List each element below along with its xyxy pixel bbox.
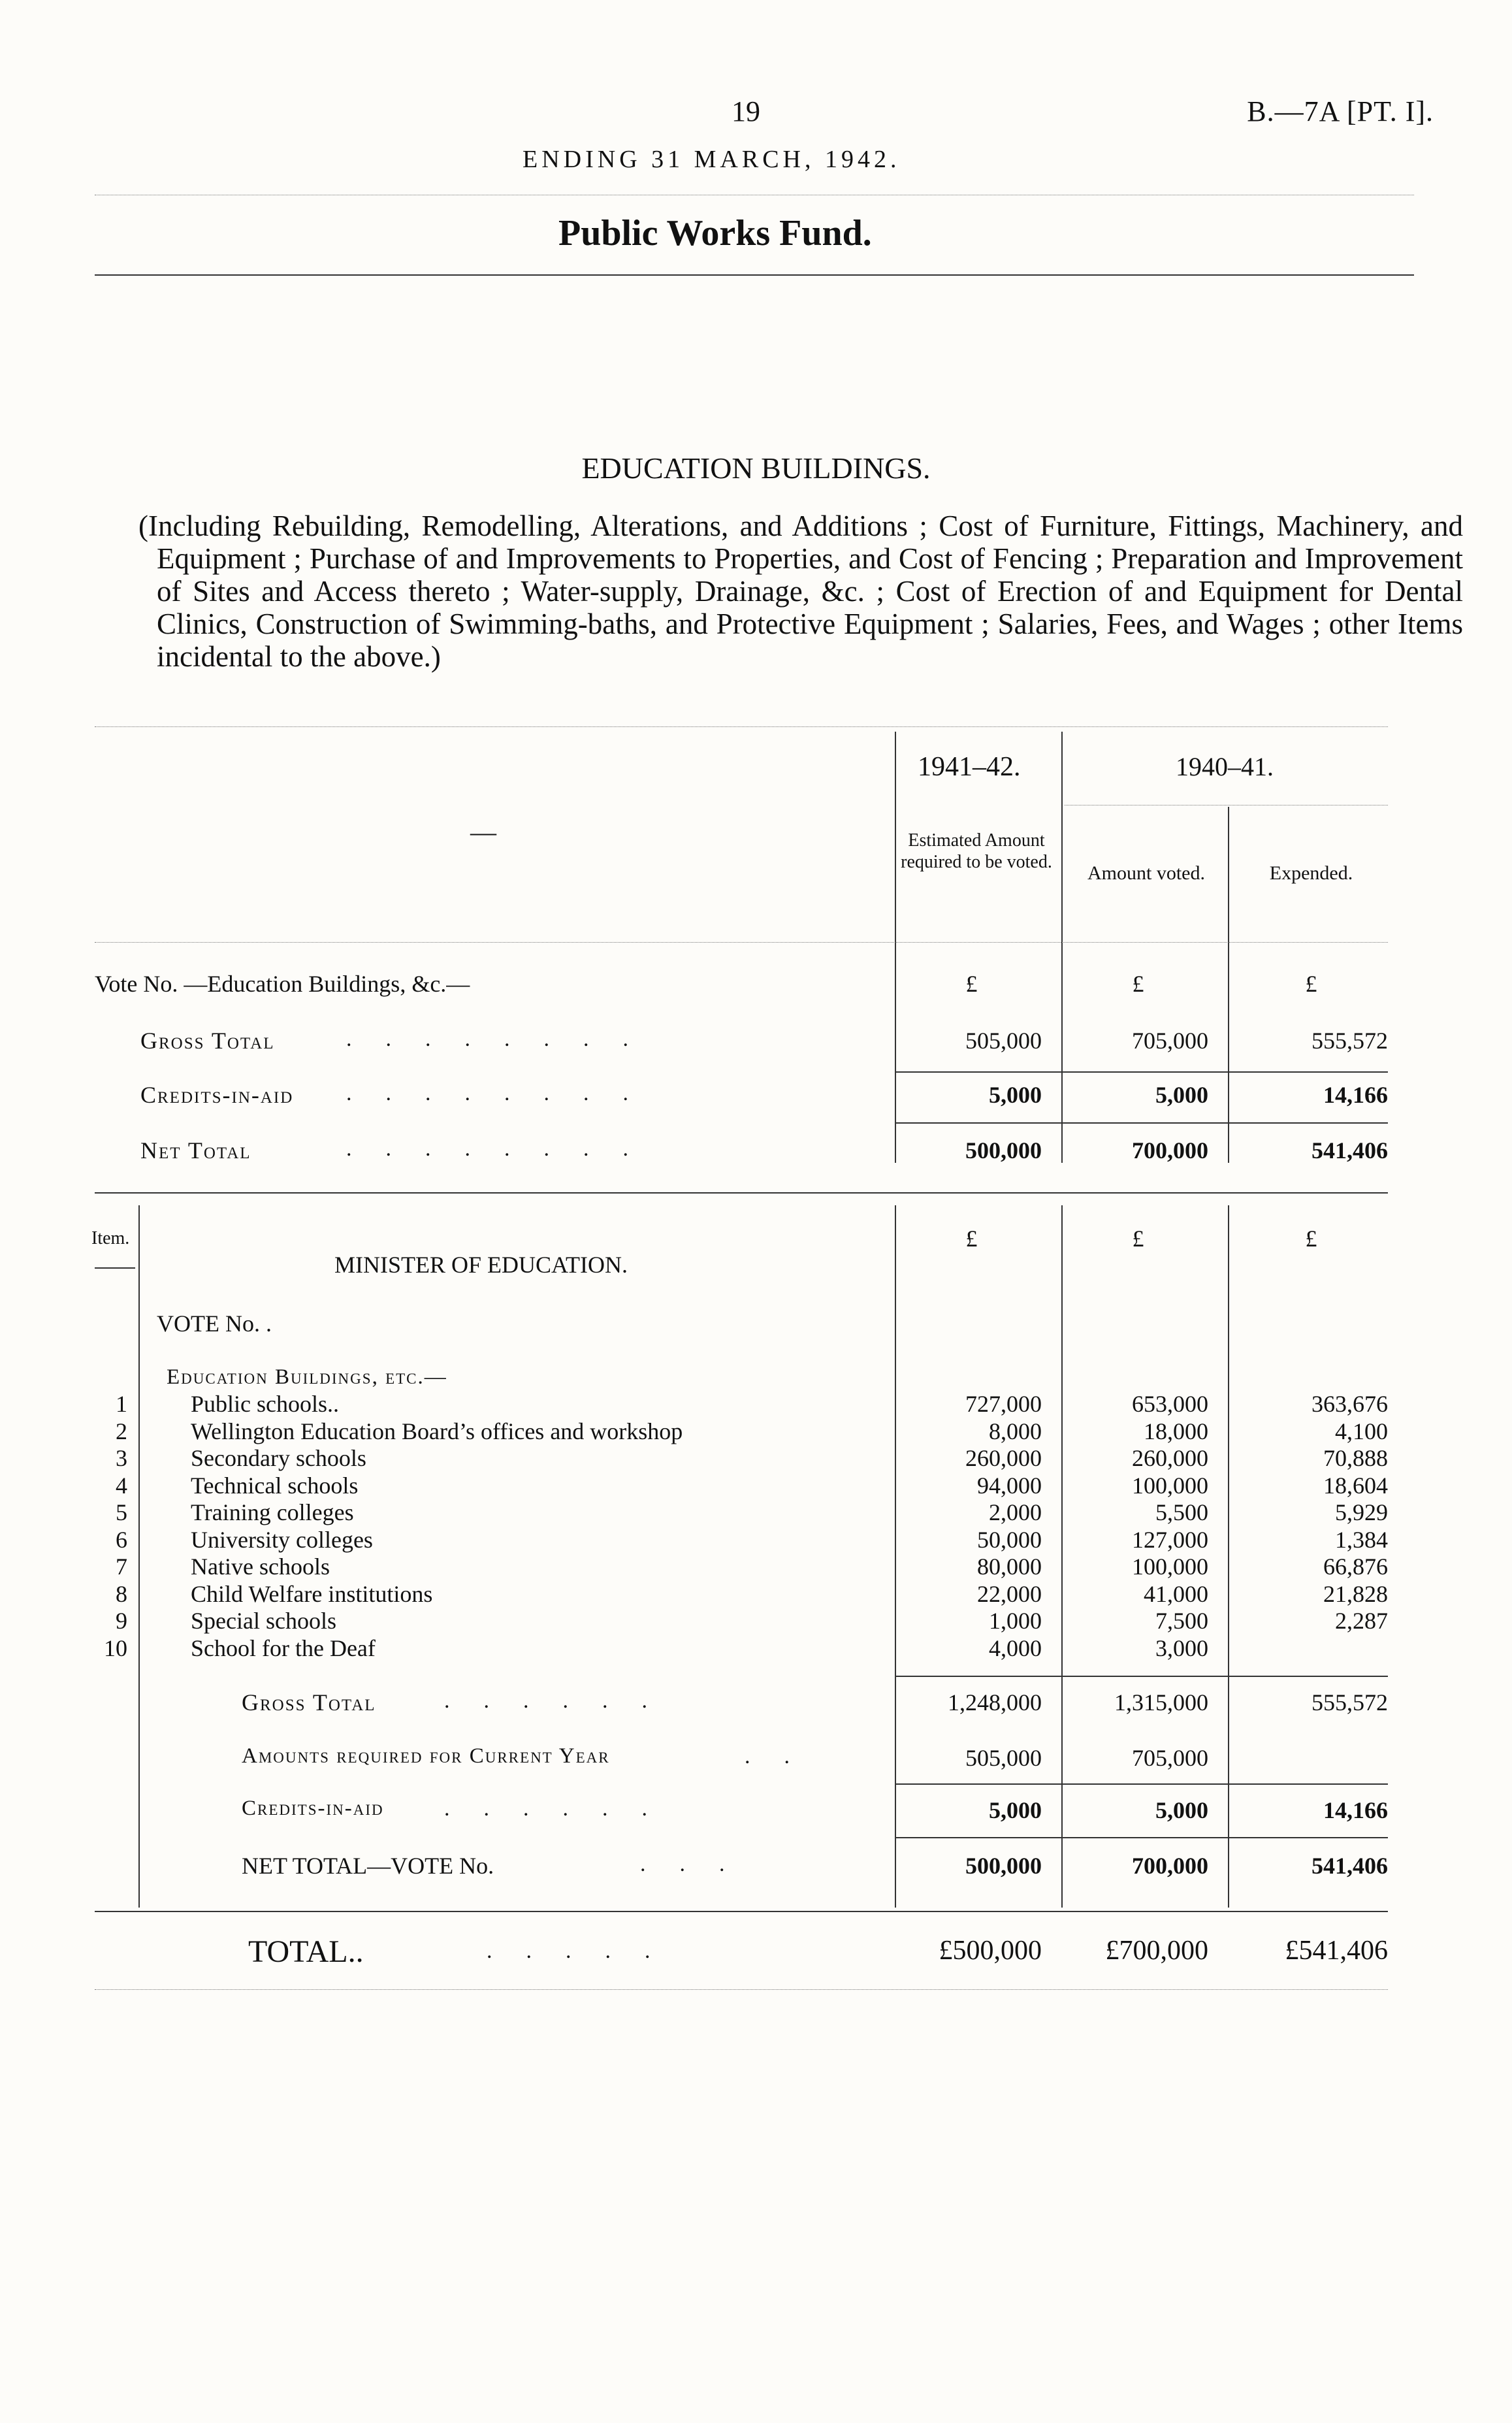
detail-col-divider-3 — [1228, 1205, 1229, 1908]
summary-net-rule — [895, 1122, 1388, 1124]
detail-net-1941: 500,000 — [965, 1853, 1042, 1879]
item-voted: 3,000 — [1155, 1635, 1208, 1661]
item-name: University colleges — [191, 1527, 373, 1553]
item-number: 2 — [116, 1418, 127, 1444]
leader-dots: ........ — [346, 1137, 662, 1161]
item-expended: 363,676 — [1311, 1391, 1388, 1417]
detail-net-expended: 541,406 — [1311, 1853, 1388, 1879]
item-name: Public schools.. — [191, 1391, 340, 1417]
currency-symbol: £ — [965, 971, 978, 997]
leader-dots: ...... — [444, 1797, 681, 1821]
item-estimated: 727,000 — [965, 1391, 1042, 1417]
item-number: 3 — [116, 1445, 127, 1471]
summary-credits-voted: 5,000 — [1155, 1082, 1208, 1108]
leader-dots: ........ — [346, 1027, 662, 1051]
item-number: 10 — [104, 1635, 127, 1661]
item-header: Item. — [91, 1228, 130, 1248]
item-header-rule — [95, 1267, 135, 1269]
item-number: 7 — [116, 1553, 127, 1580]
section-title: EDUCATION BUILDINGS. — [581, 451, 931, 485]
item-voted: 100,000 — [1132, 1553, 1208, 1580]
fund-rule — [95, 274, 1414, 276]
leader-dots: ..... — [487, 1939, 684, 1963]
item-expended: 70,888 — [1323, 1445, 1388, 1471]
section-description: (Including Rebuilding, Remodelling, Alterations, and Additions ; Cost of Furniture, Fittings, Machinery, and Equipment ; Purchase of and Improvements to Properties, and Cost of Fencing ; Preparation and Improvement of Sites and Access thereto ; Water-supply, Drainage, &c. ; Cost of Erection of and Equipment for Dental Clinics, Construction of Swimming-baths, and Protective Equipment ; Salaries, Fees, and Wages ; other Items incidental to the above.) — [138, 510, 1463, 673]
item-name: Child Welfare institutions — [191, 1581, 433, 1607]
item-estimated: 4,000 — [989, 1635, 1042, 1661]
item-expended: 4,100 — [1335, 1418, 1388, 1444]
summary-gross-1941: 505,000 — [965, 1028, 1042, 1054]
col-divider-1 — [895, 732, 896, 1163]
item-estimated: 8,000 — [989, 1418, 1042, 1444]
currency-symbol: £ — [1305, 1226, 1317, 1252]
currency-symbol: £ — [1305, 971, 1317, 997]
minister-heading: MINISTER OF EDUCATION. — [334, 1252, 628, 1278]
detail-net-rule — [895, 1837, 1388, 1838]
item-number: 4 — [116, 1472, 127, 1499]
summary-net-1941: 500,000 — [965, 1137, 1042, 1163]
stub-header: — — [470, 817, 496, 847]
item-expended: 66,876 — [1323, 1553, 1388, 1580]
column-header-expended: Expended. — [1269, 862, 1353, 884]
item-estimated: 80,000 — [977, 1553, 1042, 1580]
period-heading: ENDING 31 MARCH, 1942. — [523, 146, 901, 173]
item-name: Special schools — [191, 1608, 336, 1634]
detail-col-divider-1 — [895, 1205, 896, 1908]
detail-credits-label: Credits-in-aid — [242, 1797, 384, 1820]
detail-net-label: NET TOTAL—VOTE No. — [242, 1853, 494, 1879]
item-voted: 41,000 — [1144, 1581, 1208, 1607]
summary-gross-expended: 555,572 — [1311, 1028, 1388, 1054]
leader-dots: .. — [745, 1744, 824, 1768]
detail-gross-label: Gross Total — [242, 1689, 376, 1716]
currency-symbol: £ — [965, 1226, 978, 1252]
item-expended: 18,604 — [1323, 1472, 1388, 1499]
detail-bottom-rule — [95, 1911, 1388, 1912]
item-voted: 653,000 — [1132, 1391, 1208, 1417]
item-estimated: 2,000 — [989, 1499, 1042, 1525]
currency-symbol: £ — [1132, 971, 1144, 997]
grand-total-label: TOTAL.. — [248, 1934, 364, 1969]
table-top-rule — [95, 726, 1388, 727]
vote-heading: VOTE No. . — [157, 1310, 272, 1337]
item-voted: 127,000 — [1132, 1527, 1208, 1553]
detail-credits-expended: 14,166 — [1323, 1797, 1388, 1823]
document-reference: B.—7A [PT. I]. — [1247, 95, 1434, 127]
detail-gross-expended: 555,572 — [1311, 1689, 1388, 1716]
detail-net-voted: 700,000 — [1132, 1853, 1208, 1879]
detail-col-divider-2 — [1061, 1205, 1063, 1908]
item-voted: 7,500 — [1155, 1608, 1208, 1634]
item-estimated: 260,000 — [965, 1445, 1042, 1471]
detail-credits-1941: 5,000 — [989, 1797, 1042, 1823]
summary-gross-voted: 705,000 — [1132, 1028, 1208, 1054]
leader-dots: ...... — [444, 1689, 681, 1713]
item-number: 6 — [116, 1527, 127, 1553]
item-name: Native schools — [191, 1553, 330, 1580]
column-header-voted: Amount voted. — [1087, 862, 1205, 884]
detail-credits-voted: 5,000 — [1155, 1797, 1208, 1823]
col-divider-3 — [1228, 807, 1229, 1163]
item-expended: 2,287 — [1335, 1608, 1388, 1634]
item-number: 9 — [116, 1608, 127, 1634]
summary-credits-1941: 5,000 — [989, 1082, 1042, 1108]
grand-total-rule — [95, 1989, 1388, 1990]
leader-dots: ... — [640, 1852, 759, 1876]
summary-gross-label: Gross Total — [140, 1028, 275, 1054]
column-header-estimated: Estimated Amount required to be voted. — [901, 830, 1052, 872]
item-name: Wellington Education Board’s offices and workshop — [191, 1418, 683, 1444]
summary-net-label: Net Total — [140, 1137, 251, 1163]
summary-net-voted: 700,000 — [1132, 1137, 1208, 1163]
current-year-1941: 505,000 — [965, 1745, 1042, 1771]
header-bottom-rule — [95, 942, 1388, 943]
item-name: School for the Deaf — [191, 1635, 376, 1661]
item-col-divider — [138, 1205, 140, 1908]
grand-total-voted: £700,000 — [1105, 1936, 1208, 1966]
item-voted: 100,000 — [1132, 1472, 1208, 1499]
item-name: Secondary schools — [191, 1445, 366, 1471]
summary-net-expended: 541,406 — [1311, 1137, 1388, 1163]
detail-gross-voted: 1,315,000 — [1114, 1689, 1208, 1716]
item-estimated: 50,000 — [977, 1527, 1042, 1553]
detail-items-rule — [895, 1676, 1388, 1677]
group-heading: Education Buildings, etc.— — [167, 1365, 447, 1389]
item-estimated: 22,000 — [977, 1581, 1042, 1607]
col-divider-2 — [1061, 732, 1063, 1163]
item-name: Training colleges — [191, 1499, 354, 1525]
item-expended: 5,929 — [1335, 1499, 1388, 1525]
item-voted: 260,000 — [1132, 1445, 1208, 1471]
vote-label: Vote No. —Education Buildings, &c.— — [95, 971, 470, 997]
current-year-label: Amounts required for Current Year — [242, 1744, 610, 1768]
item-name: Technical schools — [191, 1472, 359, 1499]
leader-dots: ........ — [346, 1081, 662, 1105]
summary-subtotal-rule — [895, 1071, 1388, 1073]
item-expended: 21,828 — [1323, 1581, 1388, 1607]
item-voted: 5,500 — [1155, 1499, 1208, 1525]
item-estimated: 1,000 — [989, 1608, 1042, 1634]
fund-title: Public Works Fund. — [558, 213, 872, 253]
grand-total-expended: £541,406 — [1285, 1936, 1388, 1966]
page-number: 19 — [732, 95, 760, 127]
item-expended: 1,384 — [1335, 1527, 1388, 1553]
item-estimated: 94,000 — [977, 1472, 1042, 1499]
summary-credits-expended: 14,166 — [1323, 1082, 1388, 1108]
item-number: 1 — [116, 1391, 127, 1417]
item-voted: 18,000 — [1144, 1418, 1208, 1444]
item-number: 8 — [116, 1581, 127, 1607]
grand-total-1941: £500,000 — [939, 1936, 1042, 1966]
column-header-1941: 1941–42. — [918, 752, 1021, 782]
summary-credits-label: Credits-in-aid — [140, 1082, 294, 1108]
detail-top-rule — [95, 1192, 1388, 1194]
item-number: 5 — [116, 1499, 127, 1525]
current-year-voted: 705,000 — [1132, 1745, 1208, 1771]
detail-gross-1941: 1,248,000 — [948, 1689, 1042, 1716]
currency-symbol: £ — [1132, 1226, 1144, 1252]
column-header-1940: 1940–41. — [1176, 752, 1274, 781]
detail-current-rule — [895, 1783, 1388, 1785]
